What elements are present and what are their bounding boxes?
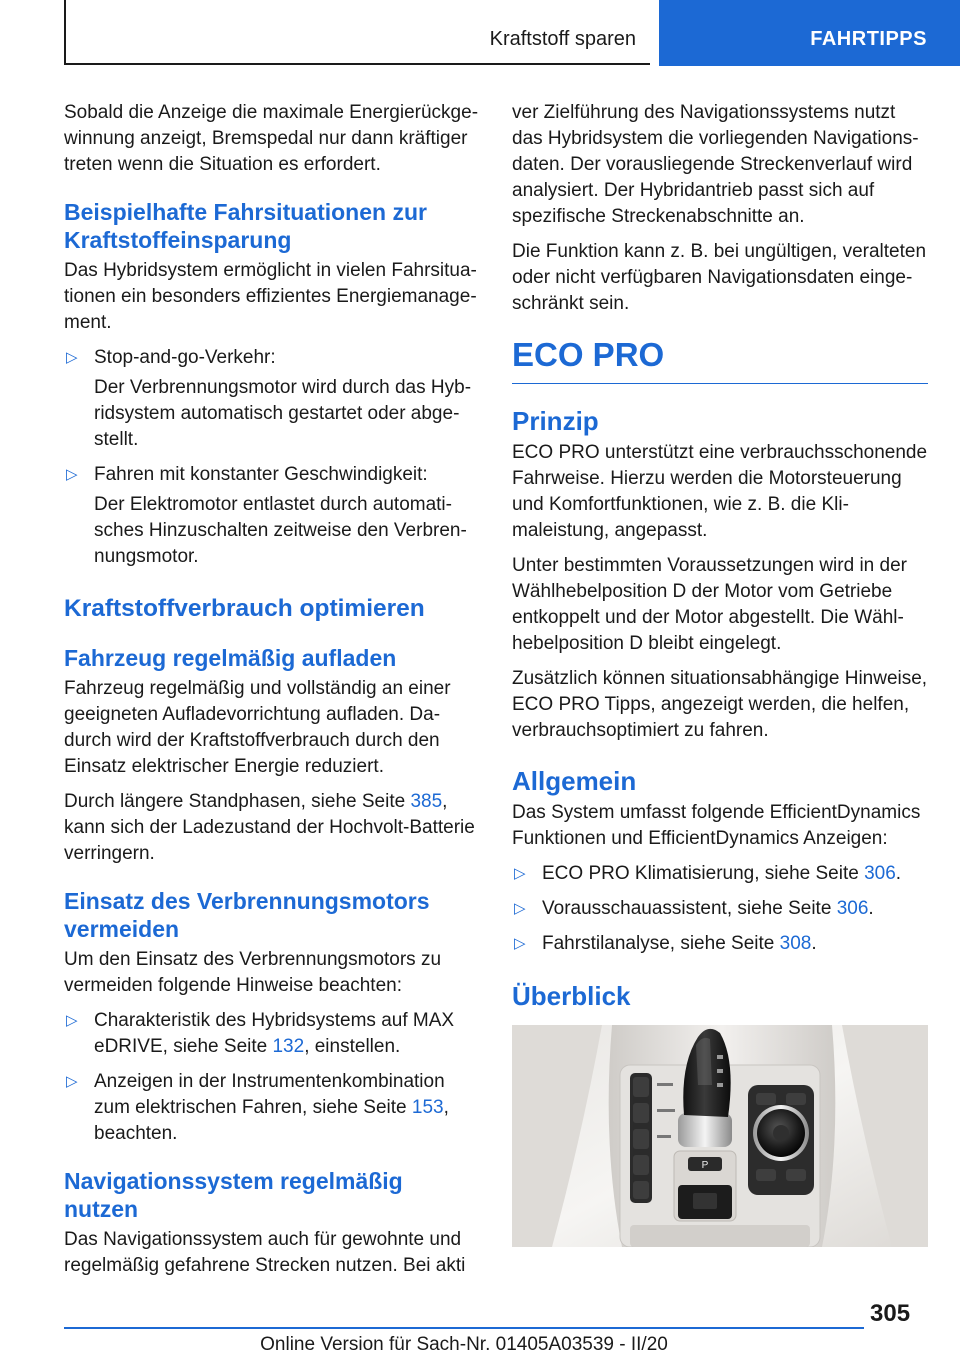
list-item [64, 462, 480, 570]
page-link-308[interactable]: 308 [779, 933, 812, 954]
triangle-bullet-icon: ▷ [514, 900, 526, 917]
heading-principle: Prinzip [512, 406, 599, 436]
list-item-text: Anzeigen in der Instrumentenkombination zum elektrischen Fahren, siehe Seite [94, 1071, 445, 1118]
list-item-text: . [811, 933, 817, 954]
svg-text:P: P [701, 1160, 709, 1171]
list-item-text: , einstellen. [304, 1036, 401, 1057]
footer-rule [64, 1327, 864, 1329]
right-column [512, 100, 928, 1247]
list-item-text: . [868, 898, 874, 919]
heading-navigation: Navigationssystem regelmäßig nutzen [64, 1168, 403, 1222]
page-link-306[interactable]: 306 [864, 863, 896, 884]
page-link-132[interactable]: 132 [272, 1036, 305, 1057]
list-item [64, 1069, 480, 1147]
list-item-text: Der Elektromotor entlastet durch automatisches Hinzuschalten zeitweise den Verbrennungsmotor. [94, 494, 467, 567]
list-item-text: Der Verbrennungsmotor wird durch das Hybridsystem automatisch gestartet oder abgestellt. [94, 377, 472, 450]
navigation-limit-paragraph: Die Funktion kann z. B. bei ungültigen, veralteten oder nicht verfügbaren Navigationsdaten eingeschränkt sein. [512, 241, 927, 314]
triangle-bullet-icon: ▷ [514, 865, 526, 882]
heading-optimize: Kraftstoffverbrauch optimieren [64, 595, 425, 622]
navigation-paragraph: Das Navigationssystem auch für gewohnte und regelmäßig gefahrene Strecken nutzen. Bei akti [64, 1229, 466, 1276]
header-chapter-label: FAHRTIPPS [810, 28, 927, 50]
examples-paragraph: Das Hybridsystem ermöglicht in vielen Fahrsituationen ein besonders effizientes Energiemanagement. [64, 260, 477, 333]
list-item-title: Stop-and-go-Verkehr: [94, 347, 276, 368]
page-link-153[interactable]: 153 [411, 1097, 444, 1118]
principle-paragraph-2: Unter bestimmten Voraussetzungen wird in der Wählhebelposition D der Motor vom Getriebe entkoppelt und der Motor abgestellt. Die Wählhebelposition D bleibt eingelegt. [512, 555, 907, 654]
charge-text-part: Durch längere Standphasen, siehe Seite [64, 791, 411, 812]
list-item [512, 931, 928, 957]
list-item-text: Vorausschauassistent, siehe Seite [542, 898, 837, 919]
triangle-bullet-icon: ▷ [66, 349, 78, 366]
list-item-title: Fahren mit konstanter Geschwindigkeit: [94, 464, 428, 485]
triangle-bullet-icon: ▷ [66, 1012, 78, 1029]
list-item-text: Charakteristik des Hybridsystems auf MAX eDRIVE, siehe Seite [94, 1010, 455, 1057]
navigation-paragraph-cont: ver Zielführung des Navigationssystems nutzt das Hybridsystem die vorliegenden Navigationsdaten. Der vorausliegende Streckenverlauf wird analysiert. Der Hybridantrieb passt sich auf spezifische Streckenabschnitte an. [512, 102, 919, 227]
heading-avoid-combustion: Einsatz des Verbrennungsmotors vermeiden [64, 888, 430, 942]
heading-eco-pro: ECO PRO [512, 335, 928, 384]
list-item-text: , beachten. [94, 1097, 449, 1144]
center-console-photo [512, 1025, 928, 1247]
charge-paragraph-2 [64, 789, 480, 867]
general-paragraph: Das System umfasst folgende EfficientDynamics Funktionen und EfficientDynamics Anzeigen: [512, 802, 921, 849]
list-item-text: . [895, 863, 902, 884]
list-item [64, 1008, 480, 1060]
list-item [512, 896, 928, 922]
heading-examples: Beispielhafte Fahrsituationen zur Kraftstoffeinsparung [64, 199, 427, 253]
heading-charge: Fahrzeug regelmäßig aufladen [64, 645, 397, 671]
charge-text-part: , kann sich der Ladezustand der Hochvolt-Batterie verringern. [64, 791, 475, 864]
header-rule-horizontal [64, 63, 650, 65]
triangle-bullet-icon: ▷ [66, 1073, 78, 1090]
heading-overview: Überblick [512, 981, 631, 1011]
heading-general: Allgemein [512, 766, 637, 796]
online-version-note: Online Version für Sach-Nr. 01405A03539 - II/20 [260, 1334, 668, 1355]
header-section-title: Kraftstoff sparen [489, 28, 636, 50]
list-item [64, 345, 480, 453]
triangle-bullet-icon: ▷ [514, 935, 526, 952]
page-link-306[interactable]: 306 [836, 898, 869, 919]
principle-paragraph-3: Zusätzlich können situationsabhängige Hinweise, ECO PRO Tipps, angezeigt werden, die helfen, verbrauchsoptimiert zu fahren. [512, 668, 928, 741]
page-link-385[interactable]: 385 [410, 791, 443, 812]
charge-paragraph: Fahrzeug regelmäßig und vollständig an einer geeigneten Aufladevorrichtung aufladen. Dadurch wird der Kraftstoffverbrauch durch den Einsatz elektrischer Energie reduziert. [64, 678, 451, 777]
principle-paragraph-1: ECO PRO unterstützt eine verbrauchsschonende Fahrweise. Hierzu werden die Motorsteuerung und Komfortfunktionen, wie z. B. die Klimaleistung, angepasst. [512, 442, 928, 541]
list-item-text: ECO PRO Klimatisierung, siehe Seite [542, 863, 865, 884]
header-rule-vertical [64, 0, 66, 64]
header-chapter-tab [659, 0, 960, 66]
page-number: 305 [870, 1300, 911, 1327]
list-item [512, 861, 928, 887]
avoid-paragraph: Um den Einsatz des Verbrennungsmotors zu vermeiden folgende Hinweise beachten: [64, 949, 442, 996]
left-column [64, 100, 480, 1288]
intro-paragraph: Sobald die Anzeige die maximale Energierückgewinnung anzeigt, Bremspedal nur dann kräftiger treten wenn die Situation es erfordert. [64, 102, 479, 175]
triangle-bullet-icon: ▷ [66, 466, 78, 483]
list-item-text: Fahrstilanalyse, siehe Seite [542, 933, 780, 954]
